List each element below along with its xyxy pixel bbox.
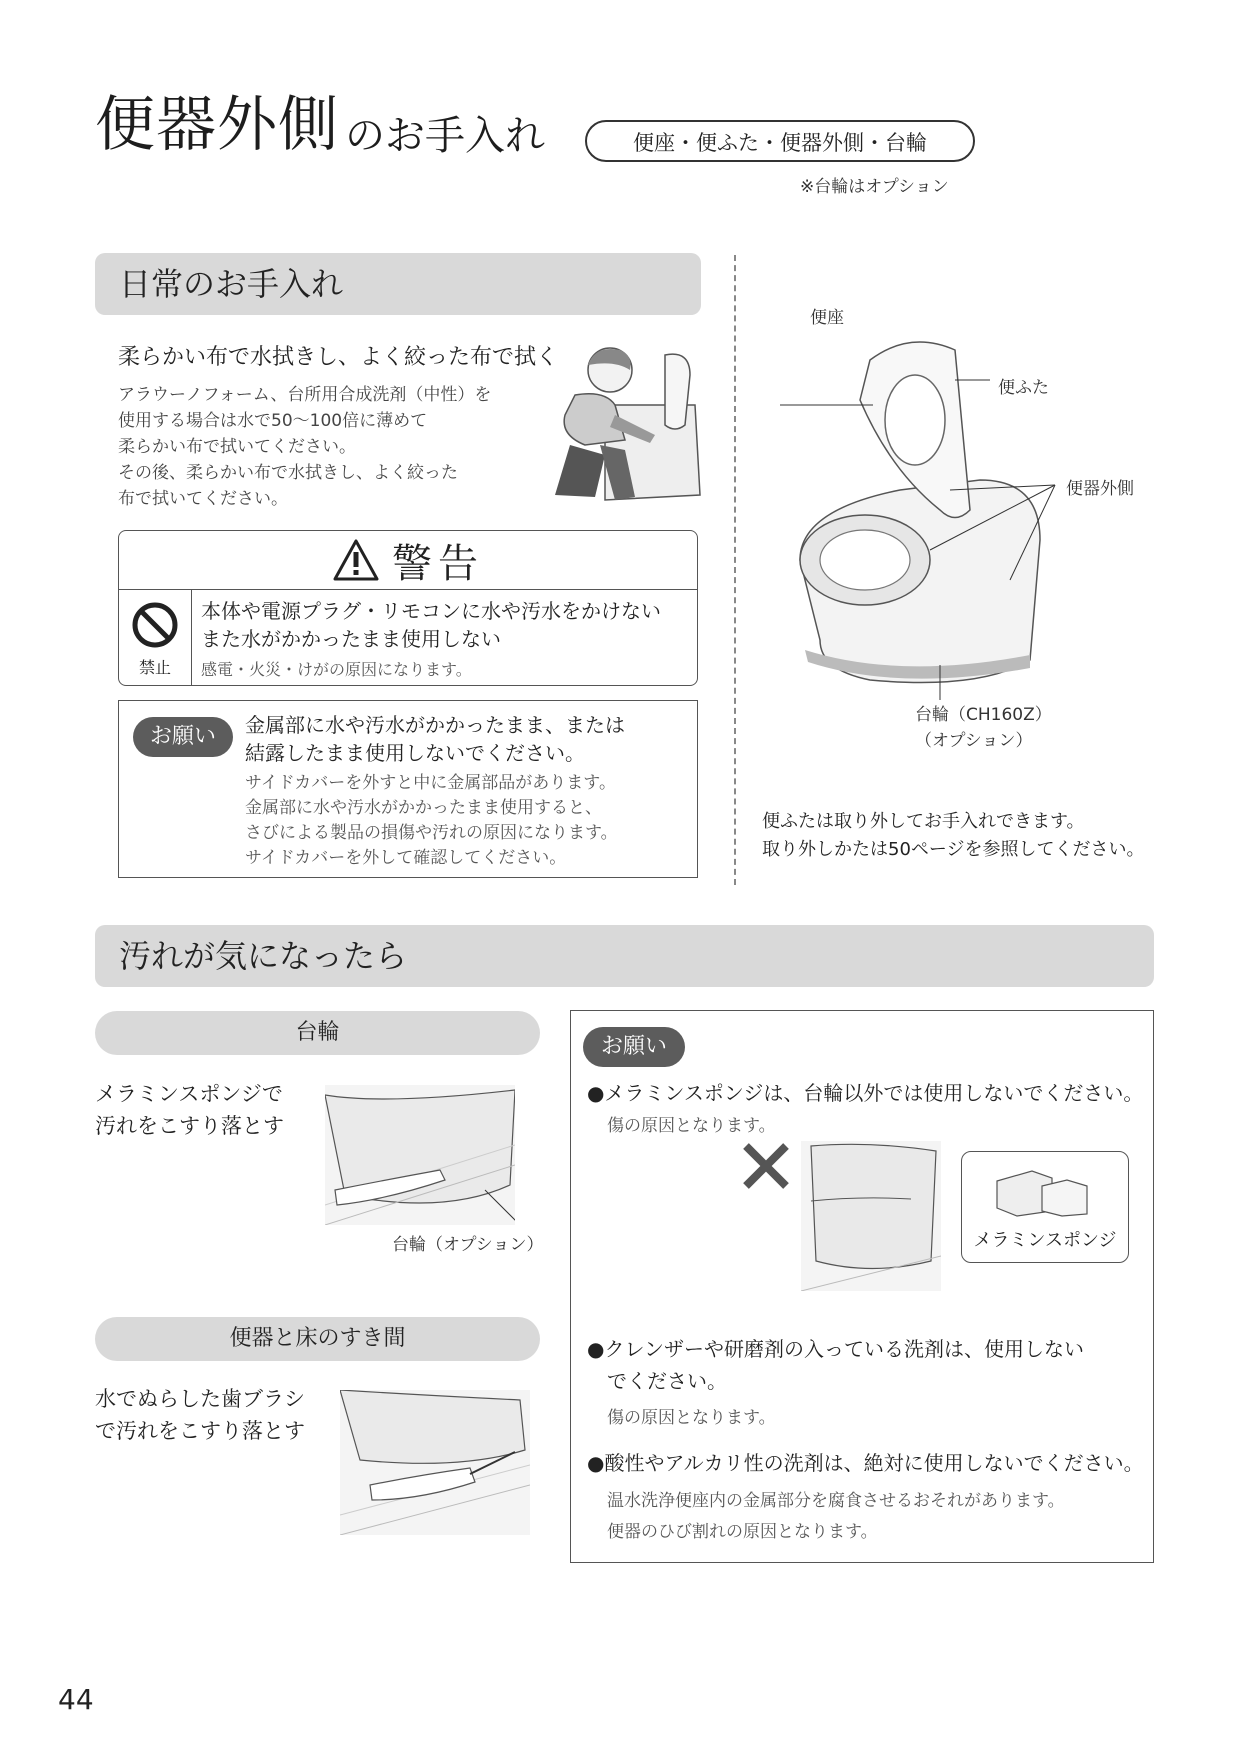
request-item-cleanser-line-2: でください。 — [607, 1369, 727, 1393]
warning-main-text — [201, 597, 661, 653]
request-item-acid-alkali: ●酸性やアルカリ性の洗剤は、絶対に使用しないでください。 — [587, 1451, 1144, 1475]
section-stains: 汚れが気になったら — [95, 925, 1154, 987]
request-main: 金属部に水や汚水がかかったまま、または 結露したまま使用しないでください。 — [245, 713, 625, 765]
warning-reason: 感電・火災・けがの原因になります。 — [201, 660, 472, 679]
label-seat: 便座 — [810, 308, 844, 328]
cross-mark-icon — [741, 1141, 791, 1191]
page-title-suffix: のお手入れ — [345, 113, 545, 159]
sponge-label: メラミンスポンジ — [973, 1230, 1117, 1251]
label-base-option: （オプション） — [915, 731, 1033, 751]
step-base-sponge: メラミンスポンジで 汚れをこすり落とす — [95, 1082, 284, 1138]
request-item-cleanser-line-1: ●クレンザーや研磨剤の入っている洗剤は、使用しない — [587, 1337, 1084, 1361]
prohibited-cell — [119, 589, 192, 685]
label-outer: 便器外側 — [1066, 479, 1134, 499]
request-item-sponge-reason: 傷の原因となります。 — [607, 1116, 776, 1136]
request-item-sponge: ●メラミンスポンジは、台輪以外では使用しないでください。 — [587, 1081, 1144, 1105]
prohibited-label: 禁止 — [138, 658, 171, 677]
request-item-acid-reason-1: 温水洗浄便座内の金属部分を腐食させるおそれがあります。 — [607, 1491, 1065, 1511]
label-lid: 便ふた — [998, 378, 1049, 398]
request-badge: お願い — [133, 717, 233, 757]
page-number: 44 — [58, 1683, 94, 1716]
wrong-use-illustration — [801, 1141, 941, 1291]
lid-removal-note: 便ふたは取り外してお手入れできます。 取り外しかたは50ページを参照してください。 — [762, 811, 1145, 860]
daily-lead: 柔らかい布で水拭きし、よく絞った布で拭く — [118, 345, 559, 370]
option-note: ※台輪はオプション — [800, 177, 949, 197]
sponge-callout — [961, 1151, 1129, 1263]
warning-line-1: 本体や電源プラグ・リモコンに水や汚水をかけない — [201, 599, 661, 623]
warning-box — [118, 530, 698, 686]
request-detail: サイドカバーを外すと中に金属部品があります。 金属部に水や汚水がかかったまま使用すると、 さびによる製品の損傷や汚れの原因になります。 サイドカバーを外して確認してください。 — [245, 773, 618, 868]
step-gap-toothbrush: 水でぬらした歯ブラシ で汚れをこすり落とす — [95, 1387, 305, 1443]
section-daily-care: 日常のお手入れ — [95, 253, 701, 315]
base-cleaning-illustration — [325, 1085, 515, 1225]
warning-triangle-icon — [332, 538, 380, 582]
request-item-acid-reason-2: 便器のひび割れの原因となります。 — [607, 1522, 878, 1542]
prohibited-icon — [131, 601, 179, 649]
cleaning-illustration — [515, 345, 715, 515]
warning-line-2: また水がかかったまま使用しない — [201, 627, 501, 651]
sponge-icon — [992, 1166, 1092, 1218]
column-divider — [734, 255, 736, 885]
label-base: 台輪（CH160Z） — [915, 705, 1052, 725]
request-item-cleanser — [587, 1333, 1084, 1397]
warning-header — [119, 531, 697, 590]
scope-pill: 便座・便ふた・便器外側・台輪 — [585, 120, 975, 162]
request-item-cleanser-reason: 傷の原因となります。 — [607, 1408, 776, 1428]
base-caption: 台輪（オプション） — [392, 1235, 544, 1255]
gap-cleaning-illustration — [340, 1390, 530, 1535]
warning-title: 警告 — [392, 540, 484, 587]
request-box-metal — [118, 700, 698, 878]
page-title: 便器外側 — [95, 90, 339, 160]
request-box-detergent — [570, 1010, 1154, 1563]
subsection-base: 台輪 — [95, 1011, 540, 1055]
subsection-gap: 便器と床のすき間 — [95, 1317, 540, 1361]
daily-body: アラウーノフォーム、台所用合成洗剤（中性）を 使用する場合は水で50〜100倍に薄めて 柔らかい布で拭いてください。 その後、柔らかい布で水拭きし、よく絞った 布で拭いてください。 — [118, 385, 492, 509]
request-badge-2: お願い — [583, 1027, 685, 1067]
